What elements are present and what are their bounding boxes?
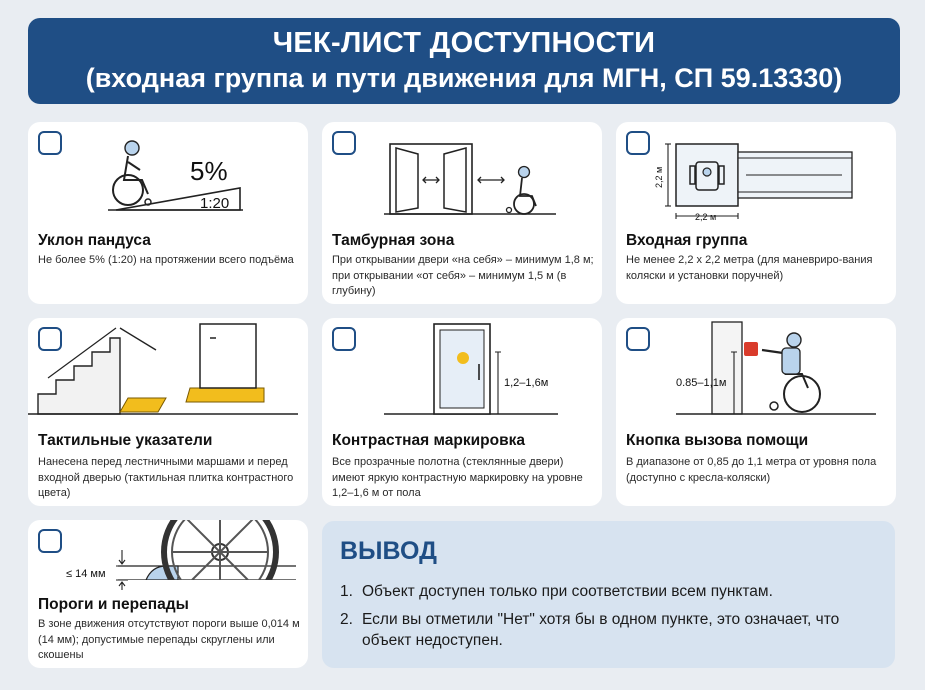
card-desc: Не более 5% (1:20) на протяжении всего подъёма	[38, 254, 294, 266]
slope-percent-label: 5%	[190, 156, 228, 186]
checkbox-entrance-group[interactable]	[626, 131, 650, 155]
card-desc: Все прозрачные полотна (стеклянные двери) имеют яркую контрастную маркировку на уровне 1,2–1,6 м от пола	[332, 456, 583, 499]
card-vestibule	[322, 122, 602, 304]
card-title: Контрастная маркировка	[332, 432, 525, 449]
call-button-illustration	[616, 318, 896, 428]
card-title: Тактильные указатели	[38, 432, 213, 449]
wheelchair-user-icon	[113, 141, 151, 205]
checkbox-call-button[interactable]	[626, 327, 650, 351]
door-left-icon	[396, 148, 418, 212]
conclusion-title: ВЫВОД	[340, 537, 437, 565]
call-button-icon	[744, 342, 758, 356]
checkbox-contrast-marking[interactable]	[332, 327, 356, 351]
tactile-tile-icon	[120, 398, 166, 412]
slope-ratio-label: 1:20	[200, 195, 230, 212]
conclusion-panel	[322, 521, 895, 668]
vestibule-illustration	[322, 122, 602, 232]
height-dimension-label: 2,2 м	[654, 166, 664, 188]
contrast-marker-icon	[457, 352, 469, 364]
card-ramp-slope	[28, 122, 308, 304]
card-tactile	[28, 318, 308, 506]
list-item-number: 2.	[340, 611, 353, 628]
card-desc: Нанесена перед лестничными маршами и перед входной дверью (тактильная плитка контрастного цвета)	[38, 456, 294, 499]
list-item-number: 1.	[340, 583, 353, 600]
card-desc: При открывании двери «на себя» – минимум 1,8 м; при открывании «от себя» – минимум 1,5 м (в глубину)	[332, 254, 594, 297]
card-title: Пороги и перепады	[38, 596, 189, 613]
card-entrance-group	[616, 122, 896, 304]
tactile-tile-icon	[186, 388, 264, 402]
ramp-illustration	[28, 122, 308, 232]
wheelchair-user-icon	[762, 333, 820, 412]
card-thresholds	[28, 520, 308, 668]
tactile-illustration	[28, 318, 308, 428]
card-desc: Не менее 2,2 х 2,2 метра (для маневриро-вания коляски и установки поручней)	[626, 254, 873, 282]
conclusion-list	[340, 581, 875, 658]
checkbox-vestibule[interactable]	[332, 131, 356, 155]
checkbox-ramp[interactable]	[38, 131, 62, 155]
contrast-illustration	[322, 318, 602, 428]
button-height-label: 0.85–1,1м	[676, 377, 727, 389]
card-desc: В зоне движения отсутствуют пороги выше 0,014 м (14 мм); допустимые перепады скруглены или скошены	[38, 618, 300, 661]
checkbox-thresholds[interactable]	[38, 529, 62, 553]
card-title: Уклон пандуса	[38, 232, 151, 249]
door-right-icon	[444, 148, 466, 212]
card-contrast-marking	[322, 318, 602, 506]
entrance-illustration	[616, 122, 896, 232]
header-banner	[28, 18, 900, 104]
card-desc: В диапазоне от 0,85 до 1,1 метра от уровня пола (доступно с кресла-коляски)	[626, 456, 877, 484]
list-item-text: Если вы отметили "Нет" хотя бы в одном пункте, это означает, что объект недоступен.	[362, 611, 840, 649]
wheelchair-user-icon	[507, 167, 537, 215]
list-item	[340, 581, 875, 602]
threshold-illustration	[28, 520, 308, 592]
card-title: Кнопка вызова помощи	[626, 432, 809, 449]
marking-height-label: 1,2–1,6м	[504, 377, 549, 389]
list-item-text: Объект доступен только при соответствии всем пунктам.	[362, 583, 773, 600]
threshold-height-label: ≤ 14 мм	[66, 568, 106, 580]
list-item	[340, 609, 875, 651]
door-icon	[200, 324, 256, 388]
checkbox-tactile[interactable]	[38, 327, 62, 351]
card-title: Входная группа	[626, 232, 748, 249]
page-title: ЧЕК-ЛИСТ ДОСТУПНОСТИ	[272, 27, 656, 59]
width-dimension-label: 2,2 м	[695, 212, 717, 222]
card-title: Тамбурная зона	[332, 232, 455, 249]
page-subtitle: (входная группа и пути движения для МГН, СП 59.13330)	[85, 63, 843, 93]
card-call-button	[616, 318, 896, 506]
